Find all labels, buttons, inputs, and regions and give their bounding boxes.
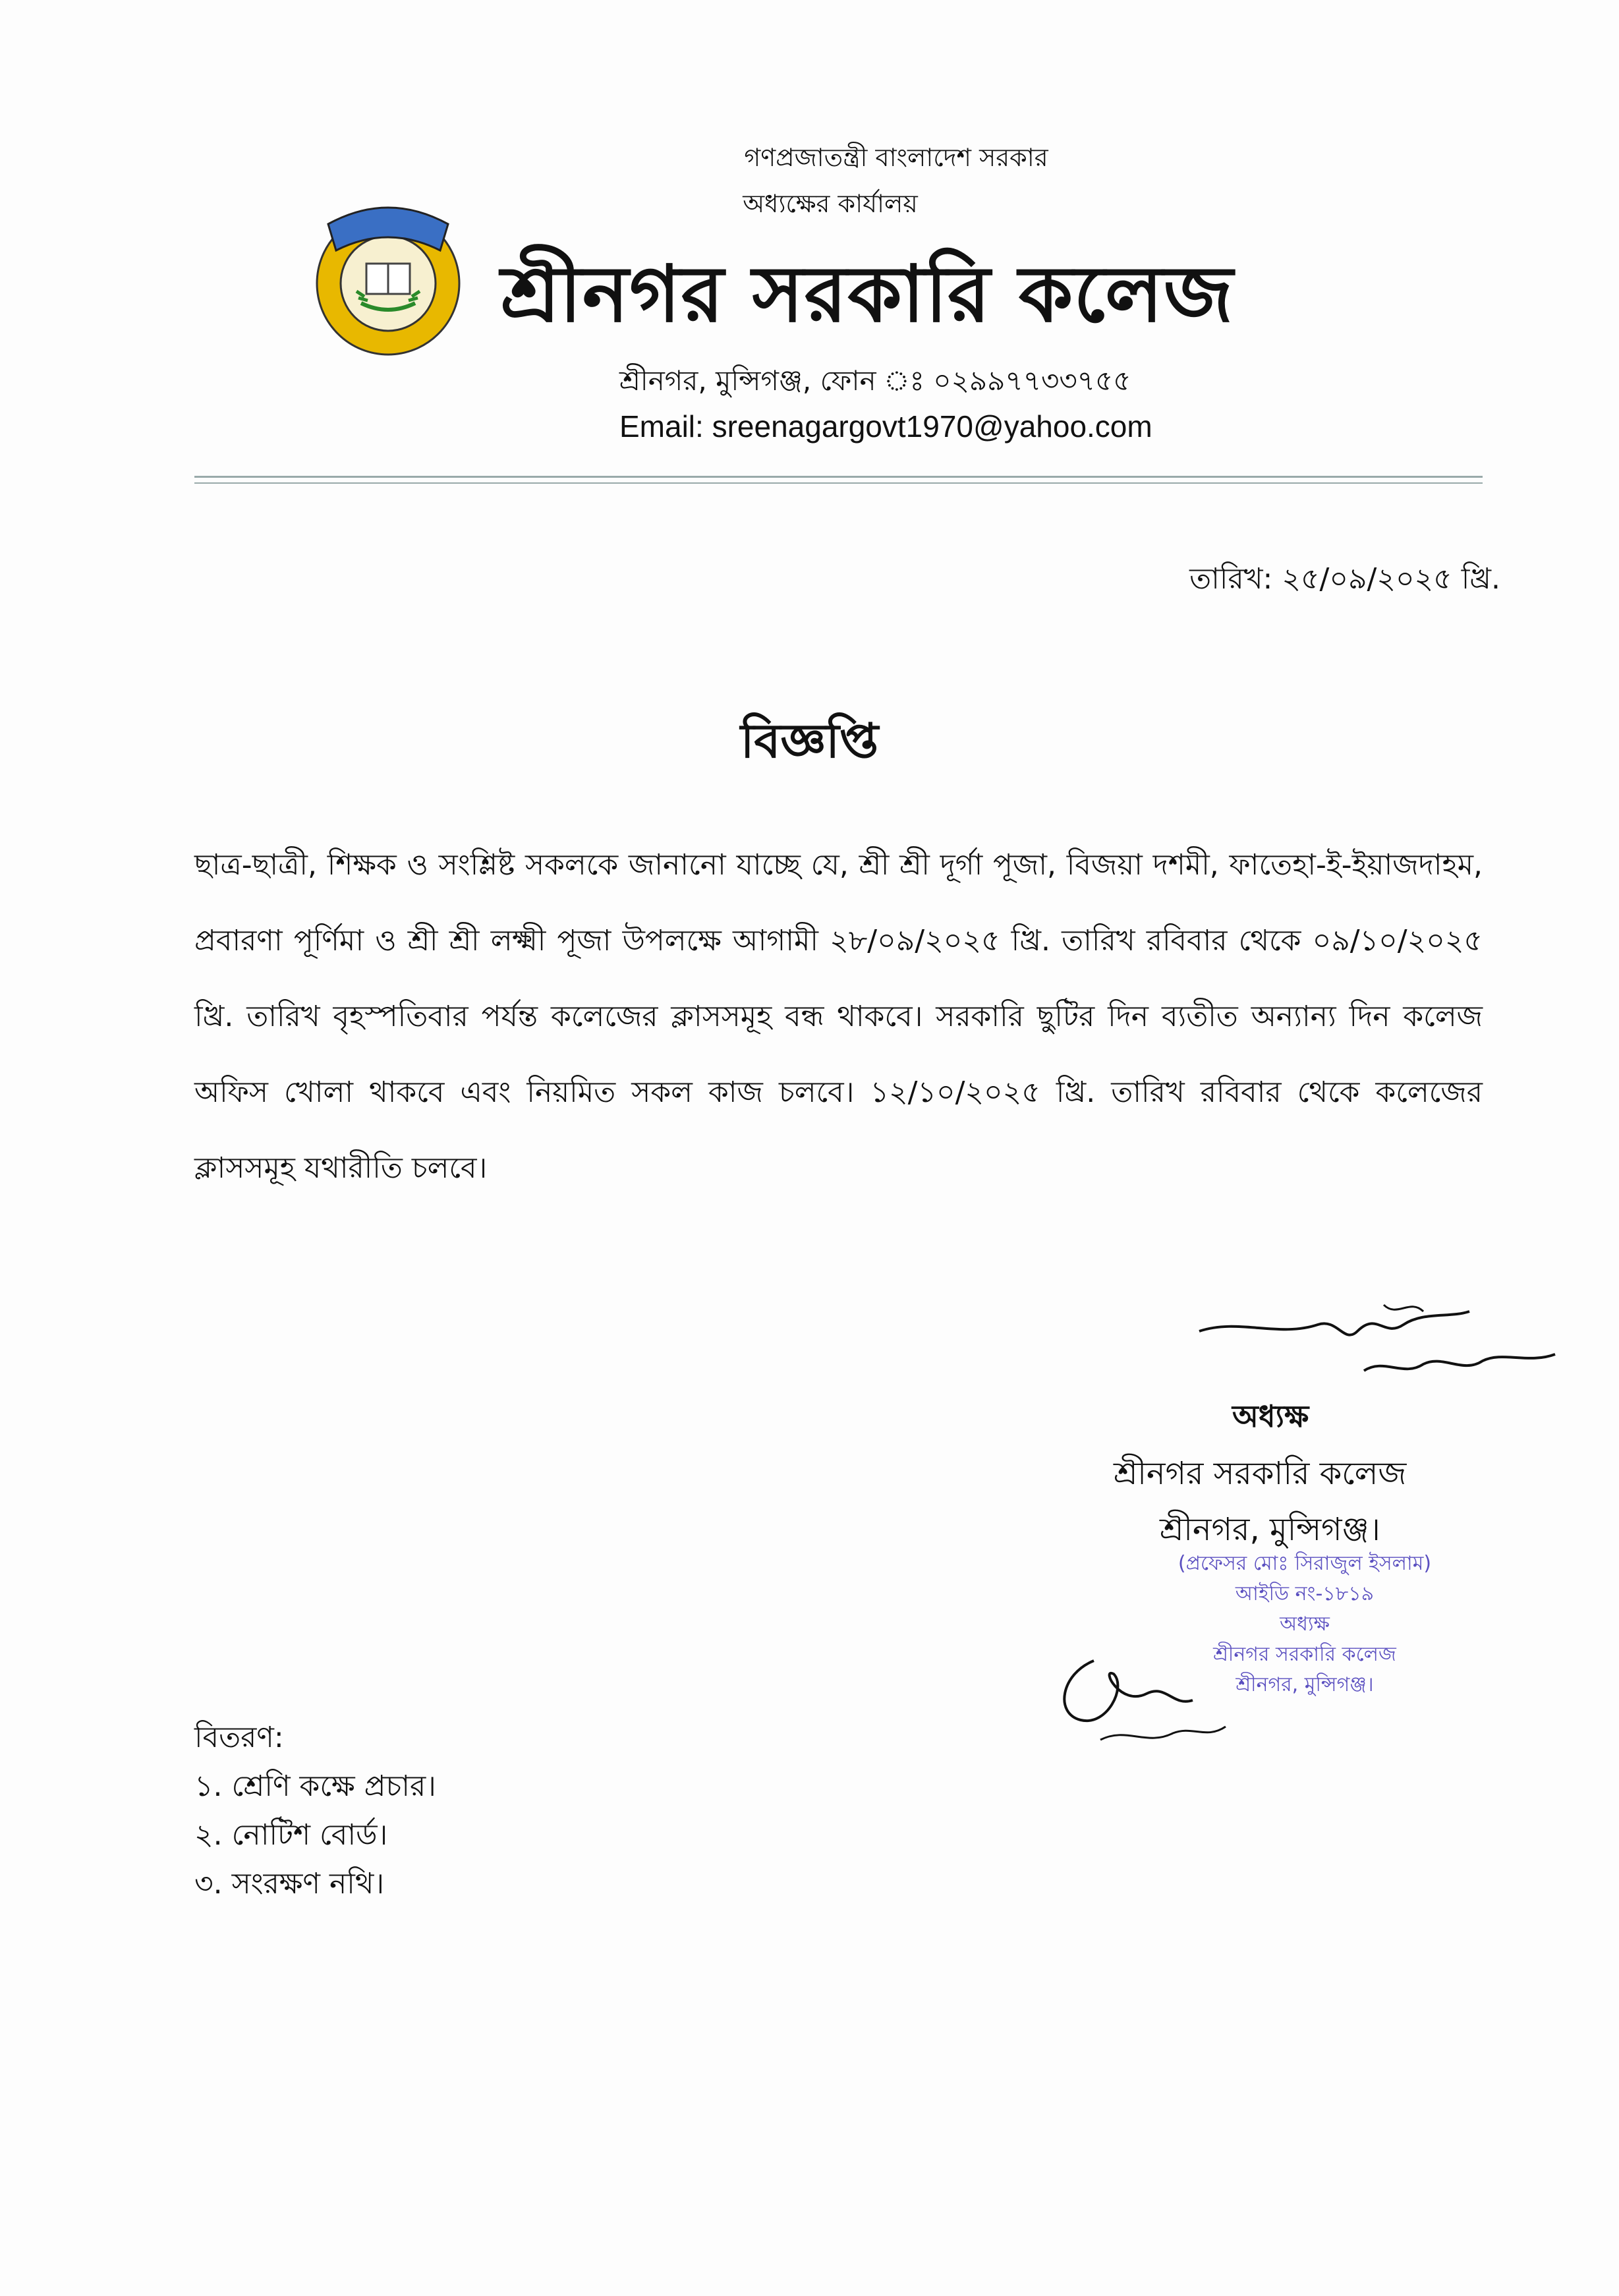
signatory-college: শ্রীনগর সরকারি কলেজ	[1114, 1455, 1407, 1492]
signatory-place: শ্রীনগর, মুন্সিগঞ্জ।	[1160, 1511, 1380, 1548]
distribution-item: ৩. সংরক্ষণ নথি।	[194, 1867, 385, 1901]
stamp-line: (প্রফেসর মোঃ সিরাজুল ইসলাম)	[1178, 1552, 1432, 1575]
stamp-line: আইডি নং-১৮১৯	[1235, 1582, 1375, 1605]
office-line: অধ্যক্ষের কার্যালয়	[743, 189, 918, 218]
stamp-line: অধ্যক্ষ	[1280, 1613, 1330, 1636]
email-line: Email: sreenagargovt1970@yahoo.com	[619, 409, 1152, 444]
initial-signature	[1041, 1648, 1239, 1760]
college-name-heading: শ্রীনগর সরকারি কলেজ	[501, 248, 1234, 339]
notice-body: ছাত্র-ছাত্রী, শিক্ষক ও সংশ্লিষ্ট সকলকে জানানো যাচ্ছে যে, শ্রী শ্রী দূর্গা পূজা, বিজয়া দশমী, ফাতেহা-ই-ইয়াজদাহম, প্রবারণা পূর্ণিমা ও শ্রী শ্রী লক্ষ্মী পূজা উপলক্ষে আগামী ২৮/০৯/২০২৫ খ্রি. তারিখ রবিবার থেকে ০৯/১০/২০২৫ খ্রি. তারিখ বৃহস্পতিবার পর্যন্ত কলেজের ক্লাসসমূহ বন্ধ থাকবে। সরকারি ছুটির দিন ব্যতীত অন্যান্য দিন কলেজ অফিস খোলা থাকবে এবং নিয়মিত সকল কাজ চলবে। ১২/১০/২০২৫ খ্রি. তারিখ রবিবার থেকে কলেজের ক্লাসসমূহ যথারীতি চলবে।	[194, 848, 1483, 1185]
notice-title: বিজ্ঞপ্তি	[740, 713, 879, 768]
header-divider	[194, 476, 1483, 478]
stamp-line: শ্রীনগর সরকারি কলেজ	[1213, 1643, 1396, 1666]
signatory-title: অধ্যক্ষ	[1232, 1398, 1309, 1434]
government-line: গণপ্রজাতন্ত্রী বাংলাদেশ সরকার	[744, 143, 1048, 172]
header-divider-secondary	[194, 482, 1483, 484]
distribution-heading: বিতরণ:	[194, 1721, 284, 1754]
principal-signature	[1186, 1292, 1581, 1397]
distribution-item: ২. নোটিশ বোর্ড।	[194, 1818, 388, 1852]
stamp-line: শ্রীনগর, মুন্সিগঞ্জ।	[1236, 1673, 1374, 1696]
distribution-list	[194, 1713, 436, 1909]
notice-date: তারিখ: ২৫/০৯/২০২৫ খ্রি.	[1189, 562, 1500, 596]
college-logo	[302, 185, 474, 357]
address-line: শ্রীনগর, মুন্সিগঞ্জ, ফোন ঃ ০২৯৯৭৭৩৩৭৫৫	[619, 364, 1131, 397]
distribution-item: ১. শ্রেণি কক্ষে প্রচার।	[194, 1769, 436, 1803]
